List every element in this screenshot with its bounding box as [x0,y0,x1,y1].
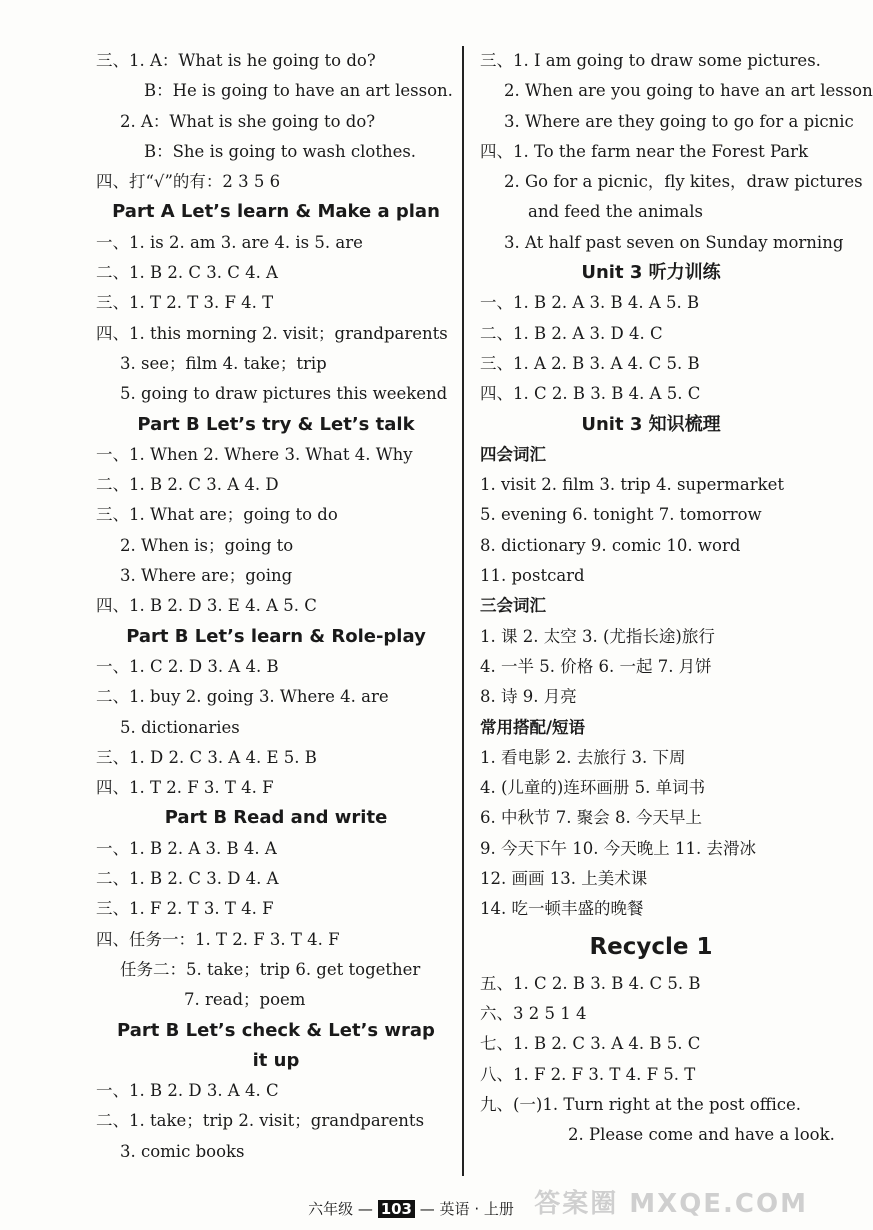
answer-line: B：He is going to have an art lesson. [144,81,453,101]
answer-line: 四、1. To the farm near the Forest Park [480,141,809,161]
answer-line: 一、1. C 2. D 3. A 4. B [96,656,279,676]
section-heading: Unit 3 听力训练 [581,262,721,284]
answer-line: 三、1. What are；going to do [96,505,338,525]
footer-subject: — 英语 · 上册 [419,1200,514,1218]
subsection-heading: 常用搭配/短语 [480,717,586,737]
answer-line: 四、任务一：1. T 2. F 3. T 4. F [96,929,340,949]
answer-line: 九、(一)1. Turn right at the post office. [480,1094,801,1114]
answer-line: 四、1. C 2. B 3. B 4. A 5. C [480,384,701,404]
answer-line: 2. When is；going to [120,535,294,555]
answer-line: 12. 画画 13. 上美术课 [480,869,648,889]
page-number: 103 [378,1200,415,1218]
answer-line: 4. (儿童的)连环画册 5. 单词书 [480,778,706,798]
answer-line: 三、1. A 2. B 3. A 4. C 5. B [480,353,700,373]
answer-line: 一、1. B 2. D 3. A 4. C [96,1081,279,1101]
answer-line: 14. 吃一顿丰盛的晚餐 [480,899,644,919]
answer-line: 一、1. B 2. A 3. B 4. A 5. B [480,293,700,313]
answer-line: 4. 一半 5. 价格 6. 一起 7. 月饼 [480,656,712,676]
answer-line: 二、1. B 2. A 3. D 4. C [480,323,663,343]
column-divider [462,46,464,1176]
section-heading: Part B Let’s try & Let’s talk [137,413,415,435]
answer-line: and feed the animals [528,202,703,222]
section-heading: it up [252,1049,300,1071]
section-heading: Part B Let’s learn & Role-play [126,625,426,647]
footer-grade: 六年级 — [308,1200,373,1218]
answer-line: 二、1. take；trip 2. visit；grandparents [96,1111,425,1131]
answer-line: 5. going to draw pictures this weekend [120,384,448,404]
answer-line: 五、1. C 2. B 3. B 4. C 5. B [480,973,701,993]
answer-line: 1. 看电影 2. 去旅行 3. 下周 [480,747,686,767]
answer-line: 2. Please come and have a look. [568,1125,835,1145]
answer-line: 三、1. T 2. T 3. F 4. T [96,293,274,313]
section-heading: Unit 3 知识梳理 [581,413,721,435]
answer-line: 2. A：What is she going to do? [120,111,376,131]
answer-line: 八、1. F 2. F 3. T 4. F 5. T [480,1064,696,1084]
answer-line: 四、1. this morning 2. visit；grandparents [96,323,448,343]
section-heading: Recycle 1 [589,933,713,960]
answer-line: B：She is going to wash clothes. [144,141,417,161]
answer-line: 7. read；poem [184,990,306,1010]
section-heading: Part B Let’s check & Let’s wrap [117,1019,435,1041]
answer-line: 3. Where are；going [120,566,293,586]
answer-line: 3. comic books [120,1141,245,1161]
section-heading: Part B Read and write [164,807,388,829]
answer-line: 三、1. D 2. C 3. A 4. E 5. B [96,747,317,767]
answer-line: 六、3 2 5 1 4 [480,1003,587,1023]
answer-line: 11. postcard [480,566,585,586]
answer-line: 七、1. B 2. C 3. A 4. B 5. C [480,1034,701,1054]
answer-line: 四、打“√”的有：2 3 5 6 [96,172,281,192]
answer-line: 一、1. is 2. am 3. are 4. is 5. are [96,232,363,252]
section-heading: Part A Let’s learn & Make a plan [112,201,440,223]
right-column [480,46,873,1150]
subsection-heading: 三会词汇 [480,596,546,616]
answer-line: 2. When are you going to have an art lesson [504,81,873,101]
subsection-heading: 四会词汇 [480,444,546,464]
answer-line: 四、1. T 2. F 3. T 4. F [96,778,274,798]
answer-line: 3. At half past seven on Sunday morning [504,232,844,252]
answer-line: 一、1. When 2. Where 3. What 4. Why [96,444,413,464]
answer-line: 1. visit 2. film 3. trip 4. supermarket [480,475,785,495]
answer-line: 三、1. A：What is he going to do? [96,51,376,70]
answer-line: 二、1. B 2. C 3. D 4. A [96,869,279,889]
answer-line: 三、1. I am going to draw some pictures. [480,51,821,70]
answer-line: 3. Where are they going to go for a picnic [504,111,854,131]
answer-line: 9. 今天下午 10. 今天晚上 11. 去滑冰 [480,838,756,858]
answer-line: 8. dictionary 9. comic 10. word [480,535,741,555]
answer-line: 二、1. buy 2. going 3. Where 4. are [96,687,389,707]
answer-line: 1. 课 2. 太空 3. (尤指长途)旅行 [480,626,715,646]
answer-line: 3. see；film 4. take；trip [120,353,327,373]
answer-line: 任务二：5. take；trip 6. get together [120,959,421,979]
answer-line: 5. dictionaries [120,717,240,737]
answer-line: 一、1. B 2. A 3. B 4. A [96,838,277,858]
answer-line: 8. 诗 9. 月亮 [480,687,577,707]
answer-line: 5. evening 6. tonight 7. tomorrow [480,505,762,525]
answer-line: 2. Go for a picnic，fly kites，draw pictures [504,172,863,192]
answer-line: 四、1. B 2. D 3. E 4. A 5. C [96,596,317,616]
answer-line: 二、1. B 2. C 3. A 4. D [96,475,279,495]
watermark: 答案圈 MXQE.COM [534,1189,808,1219]
answer-line: 6. 中秋节 7. 聚会 8. 今天早上 [480,808,702,828]
answer-line: 三、1. F 2. T 3. T 4. F [96,899,274,919]
answer-line: 二、1. B 2. C 3. C 4. A [96,263,278,283]
left-column [96,46,456,1167]
